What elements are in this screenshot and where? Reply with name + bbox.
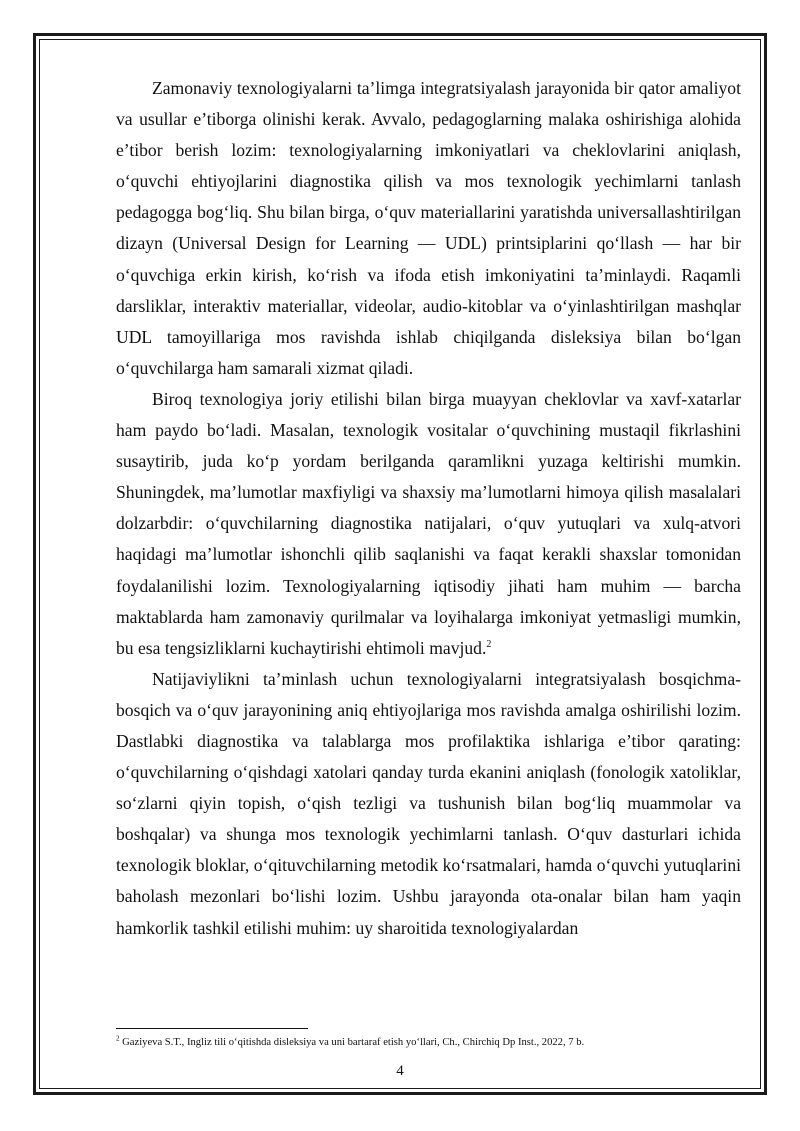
paragraph-3 (116, 664, 741, 944)
paragraph-3-text: Natijaviylikni ta’minlash uchun texnologiyalarni integratsiyalash bosqichma-bosqich va o‘quv jarayonining aniq ehtiyojlariga mos ravishda amalga oshirilishi lozim. Dastlabki diagnostika va talablarga mos profilaktika ishlariga e’tibor qarating: o‘quvchilarning o‘qishdagi xatolari qanday turda ekanini aniqlash (fonologik xatoliklar, so‘zlarni qiyin topish, o‘qish tezligi va tushunish bilan bog‘liq muammolar va boshqalar) va shunga mos texnologik yechimlarni tanlash. O‘quv dasturlari ichida texnologik bloklar, o‘qituvchilarning metodik ko‘rsatmalari, hamda o‘quvchi yutuqlarini baholash mezonlari bo‘lishi lozim. Ushbu jarayonda ota-onalar bilan ham yaqin hamkorlik tashkil etilishi muhim: uy sharoitida texnologiyalardan (116, 668, 741, 938)
paragraph-2-text: Biroq texnologiya joriy etilishi bilan birga muayyan cheklovlar va xavf-xatarlar ham paydo bo‘ladi. Masalan, texnologik vositalar o‘quvchining mustaqil fikrlashini susaytirib, juda ko‘p yordam berilganda qaramlikni yuzaga keltirishi mumkin. Shuningdek, ma’lumotlar maxfiyligi va shaxsiy ma’lumotlarni himoya qilish masalalari dolzarbdir: o‘quvchilarning diagnostika natijalari, o‘quv yutuqlari va xulq-atvori haqidagi ma’lumotlar ishonchli qilib saqlanishi va faqat kerakli shaxslar tomonidan foydalanilishi lozim. Texnologiyalarning iqtisodiy jihati ham muhim — barcha maktablarda ham zamonaviy qurilmalar va loyihalarga imkoniyat yetmasligi mumkin, bu esa tengsizliklarni kuchaytirishi ehtimoli mavjud. (116, 388, 741, 658)
footnote-separator (116, 1028, 308, 1029)
footnote-marker: 2 (116, 1034, 120, 1043)
page-number: 4 (396, 1063, 404, 1079)
document-body (116, 73, 741, 944)
footnote-text: Gaziyeva S.T., Ingliz tili o‘qitishda disleksiya va uni bartaraf etish yo‘llari, Ch., Chirchiq Dp Inst., 2022, 7 b. (122, 1037, 585, 1048)
footnote-reference[interactable]: 2 (486, 638, 492, 650)
footnote (116, 1036, 746, 1050)
paragraph-1 (116, 73, 741, 384)
paragraph-1-text: Zamonaviy texnologiyalarni ta’limga integratsiyalash jarayonida bir qator amaliyot va usullar e’tiborga olinishi kerak. Avvalo, pedagoglarning malaka oshirishiga alohida e’tibor berish lozim: texnologiyalarning imkoniyatlari va cheklovlarini aniqlash, o‘quvchi ehtiyojlarini diagnostika qilish va mos texnologik yechimlarni tanlash pedagogga bog‘liq. Shu bilan birga, o‘quv materiallarini yaratishda universallashtirilgan dizayn (Universal Design for Learning — UDL) printsiplarini qo‘llash — har bir o‘quvchiga erkin kirish, ko‘rish va ifoda etish imkoniyatini ta’minlaydi. Raqamli darsliklar, interaktiv materiallar, videolar, audio-kitoblar va o‘yinlashtirilgan mashqlar UDL tamoyillariga mos ravishda ishlab chiqilganda disleksiya bilan bo‘lgan o‘quvchilarga ham samarali xizmat qiladi. (116, 78, 741, 378)
paragraph-2 (116, 384, 741, 664)
